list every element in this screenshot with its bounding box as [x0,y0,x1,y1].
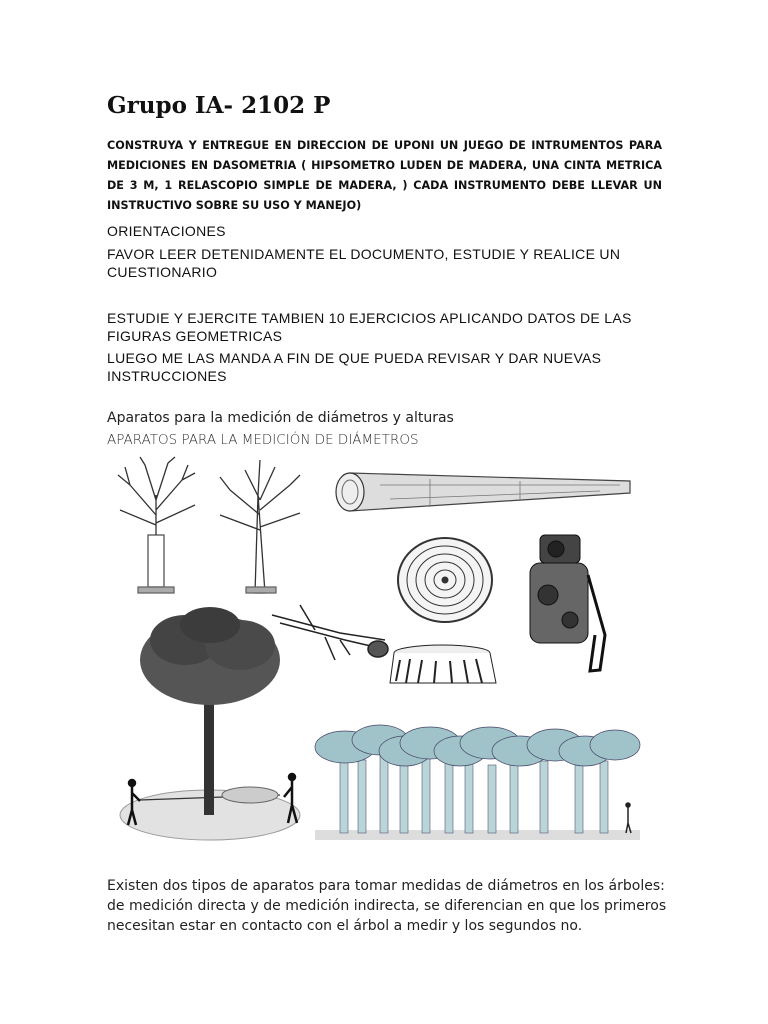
section-subheading: APARATOS PARA LA MEDICIÓN DE DIÁMETROS [107,432,419,448]
bare-tree-illustration-1 [118,457,195,593]
section-heading: Aparatos para la medición de diámetros y alturas [107,410,454,426]
orientaciones-p1: FAVOR LEER DETENIDAMENTE EL DOCUMENTO, ESTUDIE Y REALICE UN CUESTIONARIO [107,246,621,280]
log-illustration [336,473,630,511]
tree-measurement-illustrations [100,455,660,855]
orientaciones-p2: ESTUDIE Y EJERCITE TAMBIEN 10 EJERCICIOS APLICANDO DATOS DE LAS FIGURAS GEOMETRICAS [107,310,632,344]
tree-diameter-tape-illustration [120,607,300,840]
forest-stand-illustration [315,725,640,840]
body-paragraph: Existen dos tipos de aparatos para tomar medidas de diámetros en los árboles: de medición directa y de medición indirecta, se diferencian en que los primeros necesitan estar en contacto con el árbol a medir y los segundos no. [107,878,667,934]
measuring-instrument-illustration [272,605,388,660]
orientaciones-p3: LUEGO ME LAS MANDA A FIN DE QUE PUEDA REVISAR Y DAR NUEVAS INSTRUCCIONES [107,350,602,384]
rangefinder-device-illustration [530,535,605,671]
tree-stump-illustration [390,645,496,683]
tree-cross-section-illustration [398,538,492,622]
bare-tree-illustration-2 [220,460,300,593]
orientaciones-heading: ORIENTACIONES [107,223,226,239]
document-title: Grupo IA- 2102 P [107,92,331,119]
instructions-paragraph: CONSTRUYA Y ENTREGUE EN DIRECCION DE UPONI UN JUEGO DE INTRUMENTOS PARA MEDICIONES EN DASOMETRIA ( HIPSOMETRO LUDEN DE MADERA, UNA CINTA METRICA DE 3 M, 1 RELASCOPIO SIMPLE DE MADERA, ) CADA INSTRUMENTO DEBE LLEVAR UN INSTRUCTIVO SOBRE SU USO Y MANEJO) [107,139,662,212]
